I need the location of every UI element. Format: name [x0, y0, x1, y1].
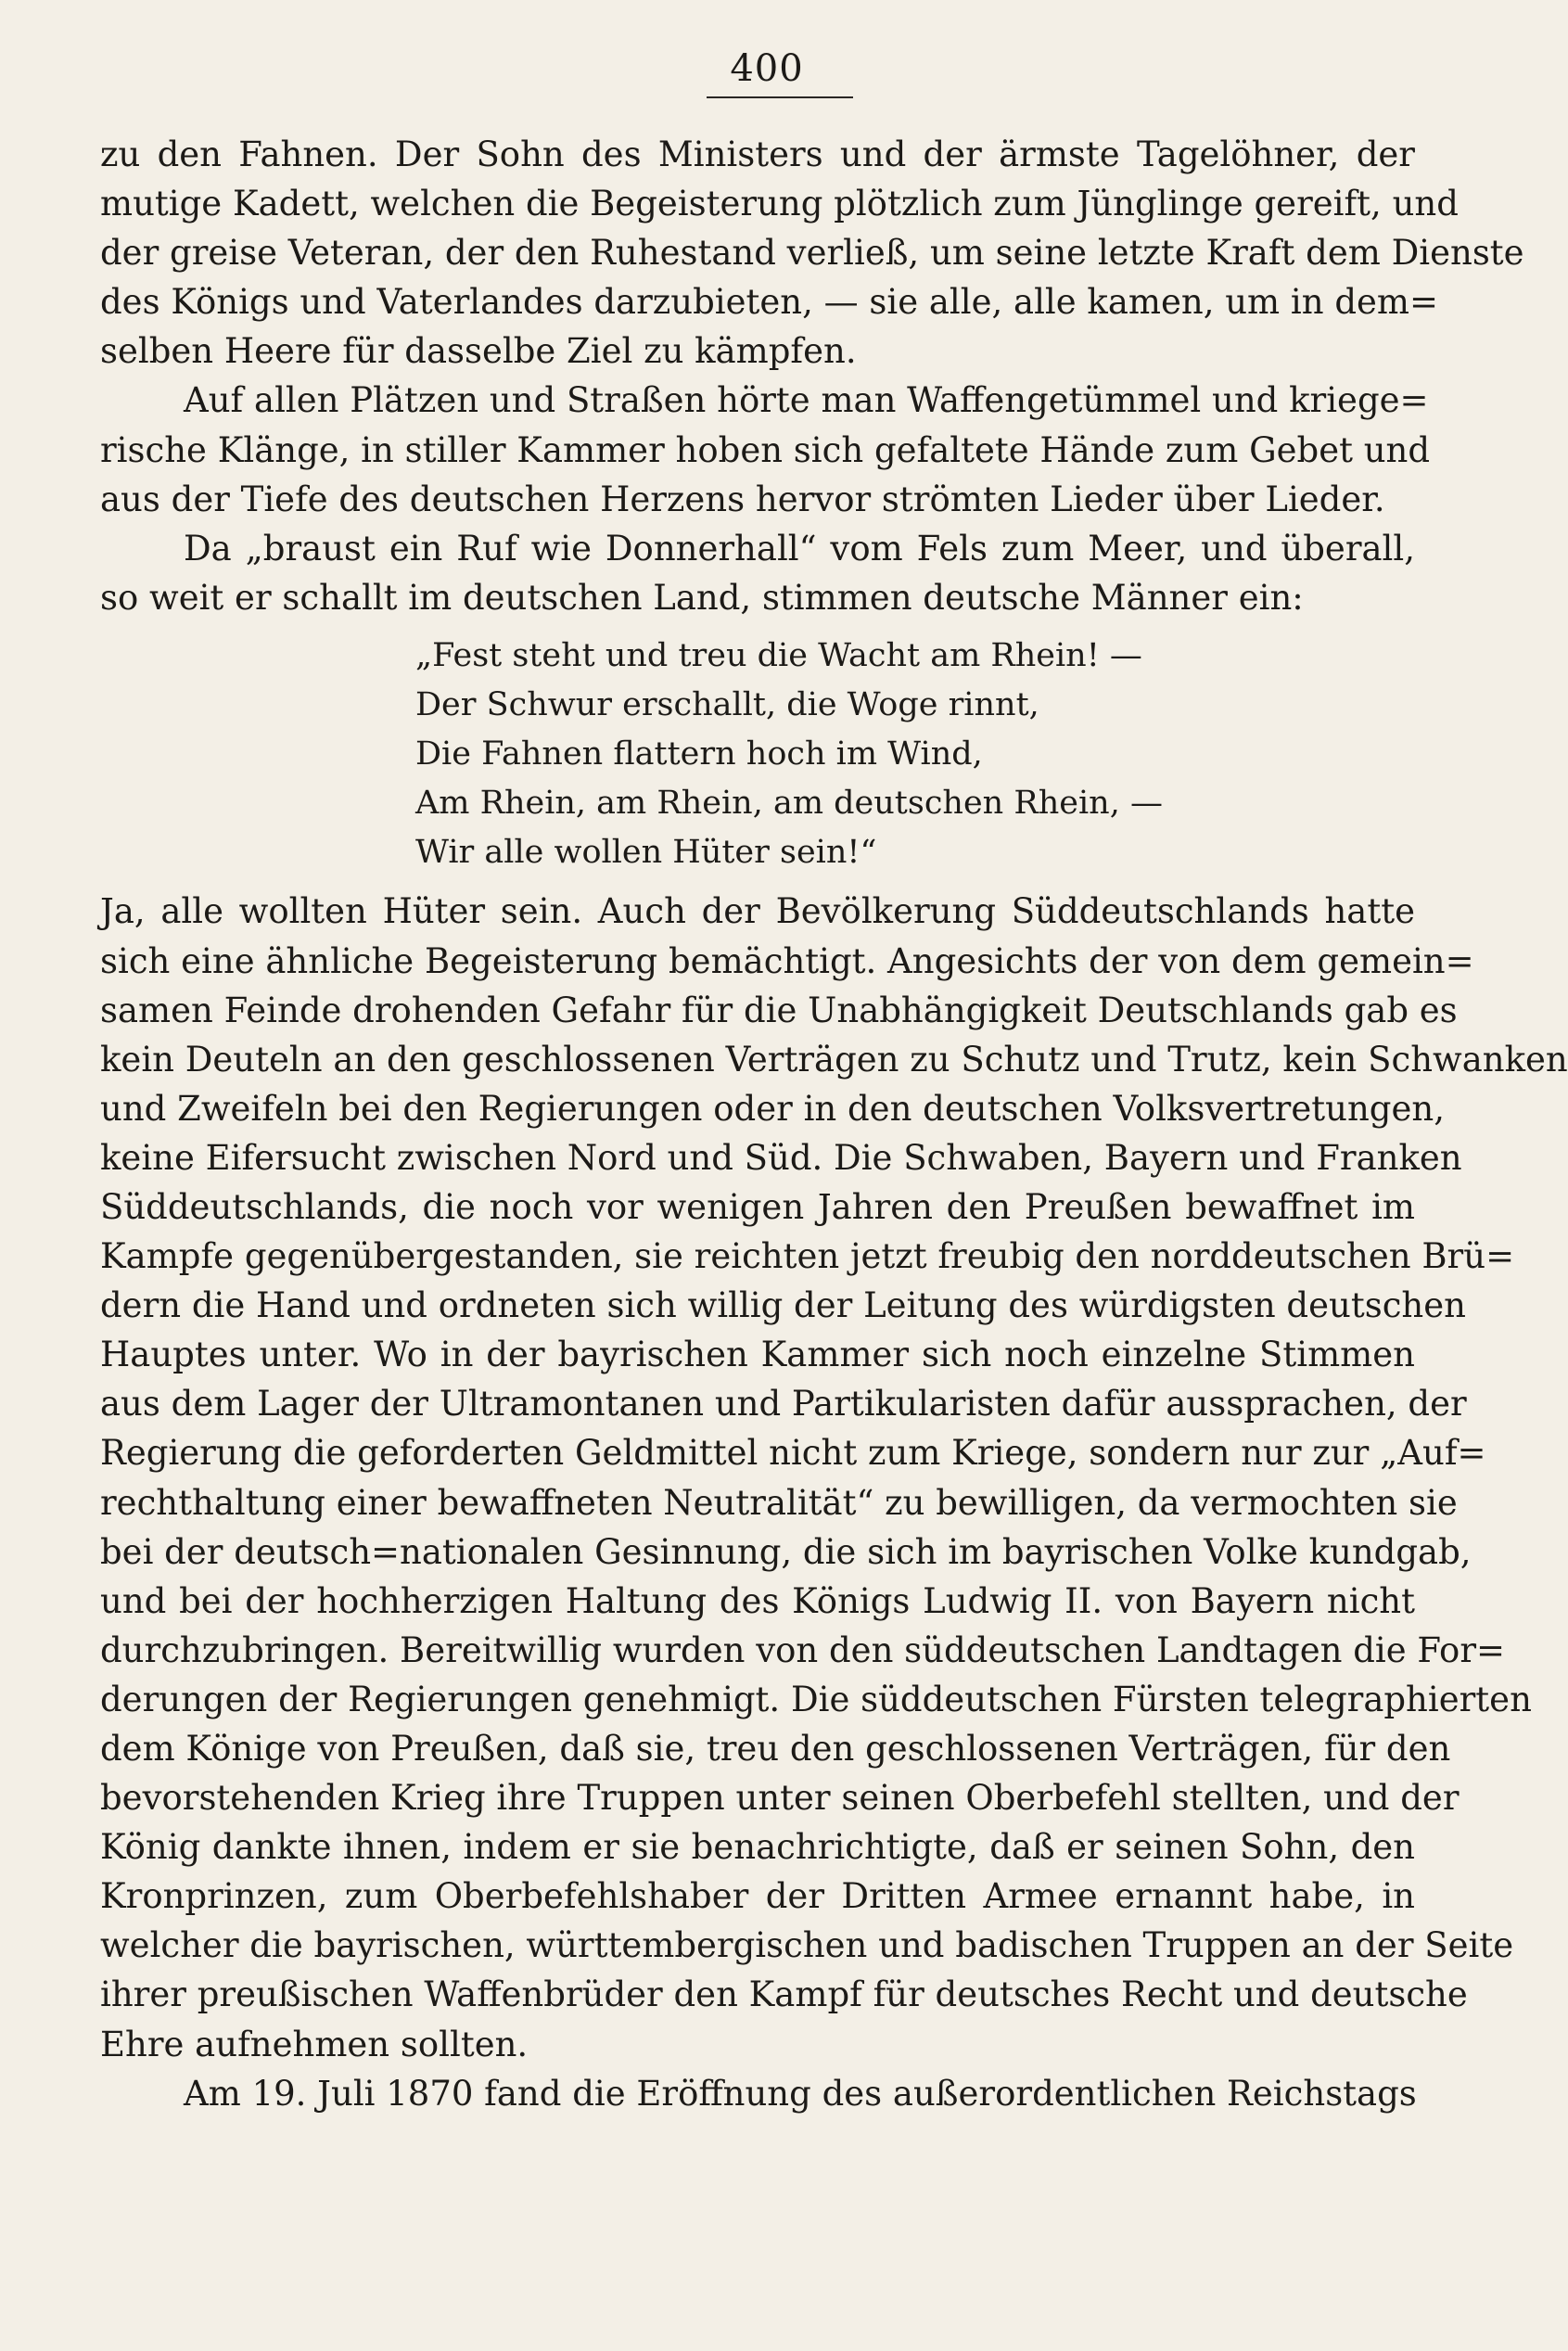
- text-line: keine Eifersucht zwischen Nord und Süd. Die Schwaben, Bayern und Franken: [100, 1137, 1462, 1178]
- text-line: des Königs und Vaterlandes darzubieten, — sie alle, alle kamen, um in dem=: [100, 282, 1438, 323]
- page-number-rule: [707, 96, 853, 98]
- text-line: Regierung die geforderten Geldmittel nicht zum Kriege, sondern nur zur „Auf=: [100, 1433, 1486, 1474]
- text-line: Hauptes unter. Wo in der bayrischen Kammer sich noch einzelne Stimmen: [100, 1335, 1415, 1375]
- text-line: König dankte ihnen, indem er sie benachrichtigte, daß er seinen Sohn, den: [100, 1827, 1415, 1868]
- text-line: und bei der hochherzigen Haltung des Königs Ludwig II. von Bayern nicht: [100, 1580, 1415, 1621]
- poem-quote: [100, 632, 1415, 877]
- page-number: 400: [730, 47, 804, 90]
- text-line: Ehre aufnehmen sollten.: [100, 2024, 529, 2064]
- paragraph-3: [100, 524, 1415, 622]
- text-line: bei der deutsch=nationalen Gesinnung, die sich im bayrischen Volke kundgab,: [100, 1531, 1472, 1572]
- text-line: ihrer preußischen Waffenbrüder den Kampf für deutsches Recht und deutsche: [100, 1974, 1468, 2015]
- text-line: durchzubringen. Bereitwillig wurden von den süddeutschen Landtagen die For=: [100, 1629, 1506, 1670]
- text-line: rische Klänge, in stiller Kammer hoben sich gefaltete Hände zum Gebet und: [100, 429, 1431, 470]
- text-line: aus der Tiefe des deutschen Herzens hervor strömten Lieder über Lieder.: [100, 479, 1385, 519]
- text-line: Da „braust ein Ruf wie Donnerhall“ vom Fels zum Meer, und überall,: [184, 528, 1415, 569]
- paragraph-2: [100, 376, 1431, 523]
- poem-line: Am Rhein, am Rhein, am deutschen Rhein, —: [415, 785, 1163, 823]
- text-line: samen Feinde drohenden Gefahr für die Unabhängigkeit Deutschlands gab es: [100, 990, 1458, 1030]
- paragraph-4: [100, 887, 1568, 2068]
- text-line: kein Deuteln an den geschlossenen Verträgen zu Schutz und Trutz, kein Schwanken: [100, 1039, 1568, 1080]
- text-line: mutige Kadett, welchen die Begeisterung plötzlich zum Jünglinge gereift, und: [100, 184, 1459, 224]
- text-line: bevorstehenden Krieg ihre Truppen unter seinen Oberbefehl stellten, und der: [100, 1778, 1460, 1819]
- text-line: Am 19. Juli 1870 fand die Eröffnung des außerordentlichen Reichstags: [184, 2073, 1417, 2114]
- poem-line: Wir alle wollen Hüter sein!“: [415, 834, 877, 872]
- text-line: Ja, alle wollten Hüter sein. Auch der Bevölkerung Süddeutschlands hatte: [100, 891, 1415, 932]
- text-line: zu den Fahnen. Der Sohn des Ministers und der ärmste Tagelöhner, der: [100, 134, 1415, 174]
- text-line: welcher die bayrischen, württembergischen und badischen Truppen an der Seite: [100, 1925, 1514, 1966]
- text-line: Süddeutschlands, die noch vor wenigen Jahren den Preußen bewaffnet im: [100, 1186, 1415, 1227]
- text-line: dem Könige von Preußen, daß sie, treu den geschlossenen Verträgen, für den: [100, 1729, 1451, 1769]
- text-line: Kronprinzen, zum Oberbefehlshaber der Dritten Armee ernannt habe, in: [100, 1876, 1415, 1917]
- text-line: aus dem Lager der Ultramontanen und Partikularisten dafür aussprachen, der: [100, 1384, 1467, 1425]
- poem-line: Der Schwur erschallt, die Woge rinnt,: [415, 686, 1039, 724]
- text-line: dern die Hand und ordneten sich willig der Leitung des würdigsten deutschen: [100, 1285, 1466, 1326]
- paragraph-1: [100, 130, 1524, 376]
- body-text: [100, 130, 1568, 2118]
- poem-line: „Fest steht und treu die Wacht am Rhein! —: [415, 636, 1142, 674]
- text-line: rechthaltung einer bewaffneten Neutralität“ zu bewilligen, da vermochten sie: [100, 1482, 1458, 1523]
- poem-line: Die Fahnen flattern hoch im Wind,: [415, 735, 983, 773]
- text-line: sich eine ähnliche Begeisterung bemächtigt. Angesichts der von dem gemein=: [100, 940, 1474, 981]
- text-line: derungen der Regierungen genehmigt. Die süddeutschen Fürsten telegraphierten: [100, 1679, 1532, 1719]
- text-line: Auf allen Plätzen und Straßen hörte man Waffengetümmel und kriege=: [184, 380, 1429, 421]
- paragraph-5: [100, 2069, 1415, 2118]
- text-line: selben Heere für dasselbe Ziel zu kämpfen.: [100, 331, 857, 372]
- text-line: Kampfe gegenübergestanden, sie reichten jetzt freubig den norddeutschen Brü=: [100, 1236, 1515, 1277]
- text-line: und Zweifeln bei den Regierungen oder in den deutschen Volksvertretungen,: [100, 1088, 1445, 1129]
- text-line: so weit er schallt im deutschen Land, stimmen deutsche Männer ein:: [100, 577, 1304, 618]
- text-line: der greise Veteran, der den Ruhestand verließ, um seine letzte Kraft dem Dienste: [100, 233, 1524, 274]
